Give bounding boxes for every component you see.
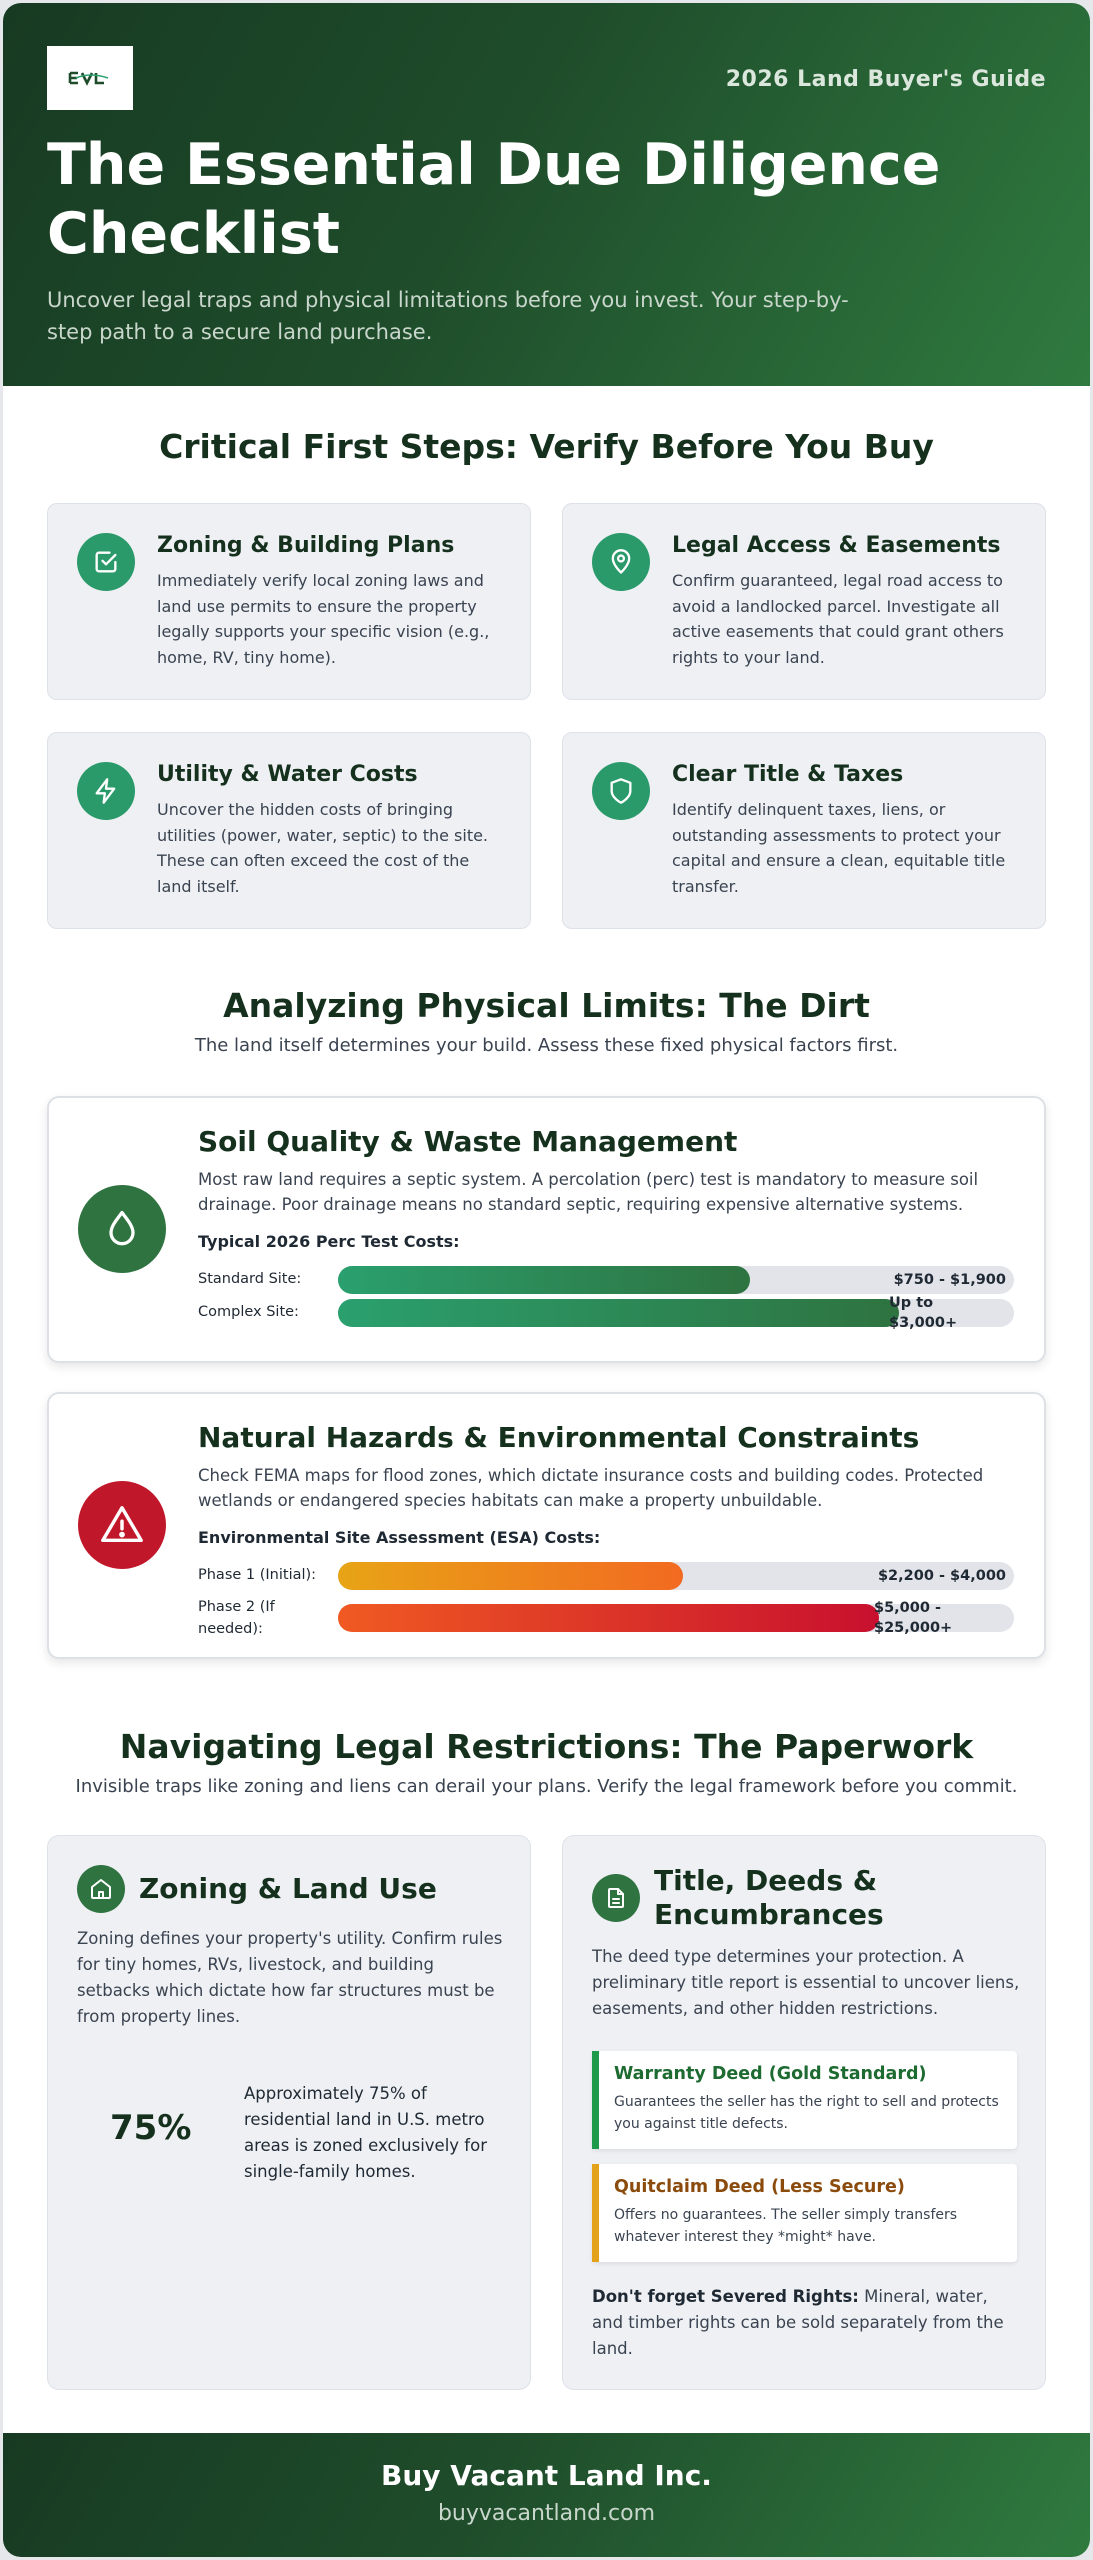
title-deeds-card-text: The deed type determines your protection. A preliminary title report is essential to uncover liens, easements, and other hidden restrictions.	[592, 1947, 1020, 2018]
natural-hazards-card	[47, 1392, 1046, 1659]
step-text: Uncover the hidden costs of bringing utilities (power, water, septic) to the site. These can often exceed the cost of the land itself.	[157, 800, 489, 896]
footer-company-name: Buy Vacant Land Inc.	[381, 2459, 712, 2492]
cost-bar-complex	[338, 1295, 1014, 1331]
hazards-card-text: Check FEMA maps for flood zones, which dictate insurance costs and building codes. Protected wetlands or endangered species habitats can make a property unbuildable.	[198, 1466, 984, 1510]
footer-banner	[3, 2433, 1090, 2557]
zoning-card-text: Zoning defines your property's utility. Confirm rules for tiny homes, RVs, livestock, and building setbacks which dictate how far structures must be from property lines.	[77, 1929, 503, 2026]
soil-card-title: Soil Quality & Waste Management	[198, 1125, 738, 1158]
bar-label-phase2: Phase 2 (If needed):	[198, 1599, 275, 1637]
bar-label-phase1: Phase 1 (Initial):	[198, 1567, 317, 1583]
infographic-page	[3, 3, 1090, 2557]
document-icon	[592, 1874, 640, 1922]
cost-bar-fill	[338, 1562, 683, 1590]
step-title: Zoning & Building Plans	[157, 533, 455, 558]
deed-title: Warranty Deed (Gold Standard)	[614, 2064, 927, 2084]
severed-rights-bold: Don't forget Severed Rights:	[592, 2287, 859, 2306]
bar-label-complex: Complex Site:	[198, 1304, 299, 1320]
lightning-icon	[77, 762, 135, 820]
map-pin-icon	[592, 533, 650, 591]
cost-bar-phase1	[338, 1562, 1014, 1590]
step-card-utility	[47, 732, 531, 929]
water-drop-icon	[78, 1185, 166, 1273]
title-deeds-card	[562, 1835, 1046, 2390]
step-card-zoning	[47, 503, 531, 700]
quitclaim-deed-box	[592, 2164, 1017, 2262]
zoning-stat-value: 75%	[110, 2108, 192, 2148]
deed-text: Offers no guarantees. The seller simply transfers whatever interest they *might* have.	[614, 2207, 958, 2245]
zoning-stat-text: Approximately 75% of residential land in U.S. metro areas is zoned exclusively for single-family homes.	[244, 2084, 487, 2181]
physical-section-subtitle: The land itself determines your build. Assess these fixed physical factors first.	[194, 1035, 899, 1056]
cost-bar-standard	[338, 1266, 1014, 1294]
company-logo	[47, 46, 133, 110]
step-text: Identify delinquent taxes, liens, or outstanding assessments to protect your capital and ensure a clean, equitable title transfer.	[672, 800, 1006, 896]
warranty-deed-box	[592, 2051, 1017, 2149]
guide-label: 2026 Land Buyer's Guide	[725, 67, 1046, 92]
first-steps-title: Critical First Steps: Verify Before You Buy	[159, 427, 934, 466]
deed-title: Quitclaim Deed (Less Secure)	[614, 2177, 905, 2197]
step-text: Confirm guaranteed, legal road access to avoid a landlocked parcel. Investigate all active easements that could grant others rights to your land.	[672, 571, 1004, 667]
severed-rights-note	[592, 2284, 1017, 2362]
cost-bar-fill	[338, 1266, 750, 1294]
step-title: Clear Title & Taxes	[672, 762, 904, 787]
cost-bar-fill	[338, 1604, 879, 1632]
step-text: Immediately verify local zoning laws and land use permits to ensure the property legally supports your specific vision (e.g., home, RV, tiny home).	[157, 571, 490, 667]
soil-quality-card	[47, 1096, 1046, 1363]
home-icon	[77, 1865, 125, 1913]
zoning-land-use-card	[47, 1835, 531, 2390]
header-banner	[3, 3, 1090, 386]
step-title: Legal Access & Easements	[672, 533, 1001, 558]
cost-bar-value: $2,200 - $4,000	[877, 1568, 1006, 1584]
cost-bar-phase2	[338, 1600, 1014, 1636]
logo-mark	[68, 68, 112, 88]
cost-bar-fill	[338, 1299, 899, 1327]
check-square-icon	[77, 533, 135, 591]
soil-card-text: Most raw land requires a septic system. A percolation (perc) test is mandatory to measure soil drainage. Poor drainage means no standard septic, requiring expensive alternative systems.	[198, 1170, 979, 1214]
step-card-title-taxes	[562, 732, 1046, 929]
deed-text: Guarantees the seller has the right to sell and protects you against title defects.	[614, 2094, 999, 2132]
step-card-access	[562, 503, 1046, 700]
cost-bar-value: Up to $3,000+	[889, 1295, 958, 1331]
deed-accent-bar	[592, 2051, 599, 2149]
cost-bar-value: $5,000 - $25,000+	[874, 1600, 953, 1636]
footer-website-link[interactable]: buyvacantland.com	[437, 2501, 656, 2526]
perc-cost-label: Typical 2026 Perc Test Costs:	[198, 1232, 460, 1251]
step-title: Utility & Water Costs	[157, 762, 418, 787]
zoning-card-title: Zoning & Land Use	[139, 1872, 437, 1905]
legal-section-title: Navigating Legal Restrictions: The Paperwork	[119, 1727, 974, 1766]
esa-cost-label: Environmental Site Assessment (ESA) Costs:	[198, 1528, 601, 1547]
deed-accent-bar	[592, 2164, 599, 2262]
severed-rights-text: Mineral, water, and timber rights can be sold separately from the land.	[592, 2287, 1004, 2358]
shield-icon	[592, 762, 650, 820]
hazards-card-title: Natural Hazards & Environmental Constraints	[198, 1421, 920, 1454]
cost-bar-value: $750 - $1,900	[893, 1272, 1006, 1288]
title-deeds-card-title: Title, Deeds & Encumbrances	[654, 1864, 884, 1931]
page-title: The Essential Due Diligence Checklist	[47, 132, 941, 267]
physical-section-title: Analyzing Physical Limits: The Dirt	[223, 986, 870, 1025]
warning-triangle-icon	[78, 1481, 166, 1569]
legal-section-subtitle: Invisible traps like zoning and liens can derail your plans. Verify the legal framework before you commit.	[75, 1776, 1018, 1797]
bar-label-standard: Standard Site:	[198, 1271, 302, 1287]
page-subtitle: Uncover legal traps and physical limitations before you invest. Your step-by-step path to a secure land purchase.	[47, 288, 849, 344]
